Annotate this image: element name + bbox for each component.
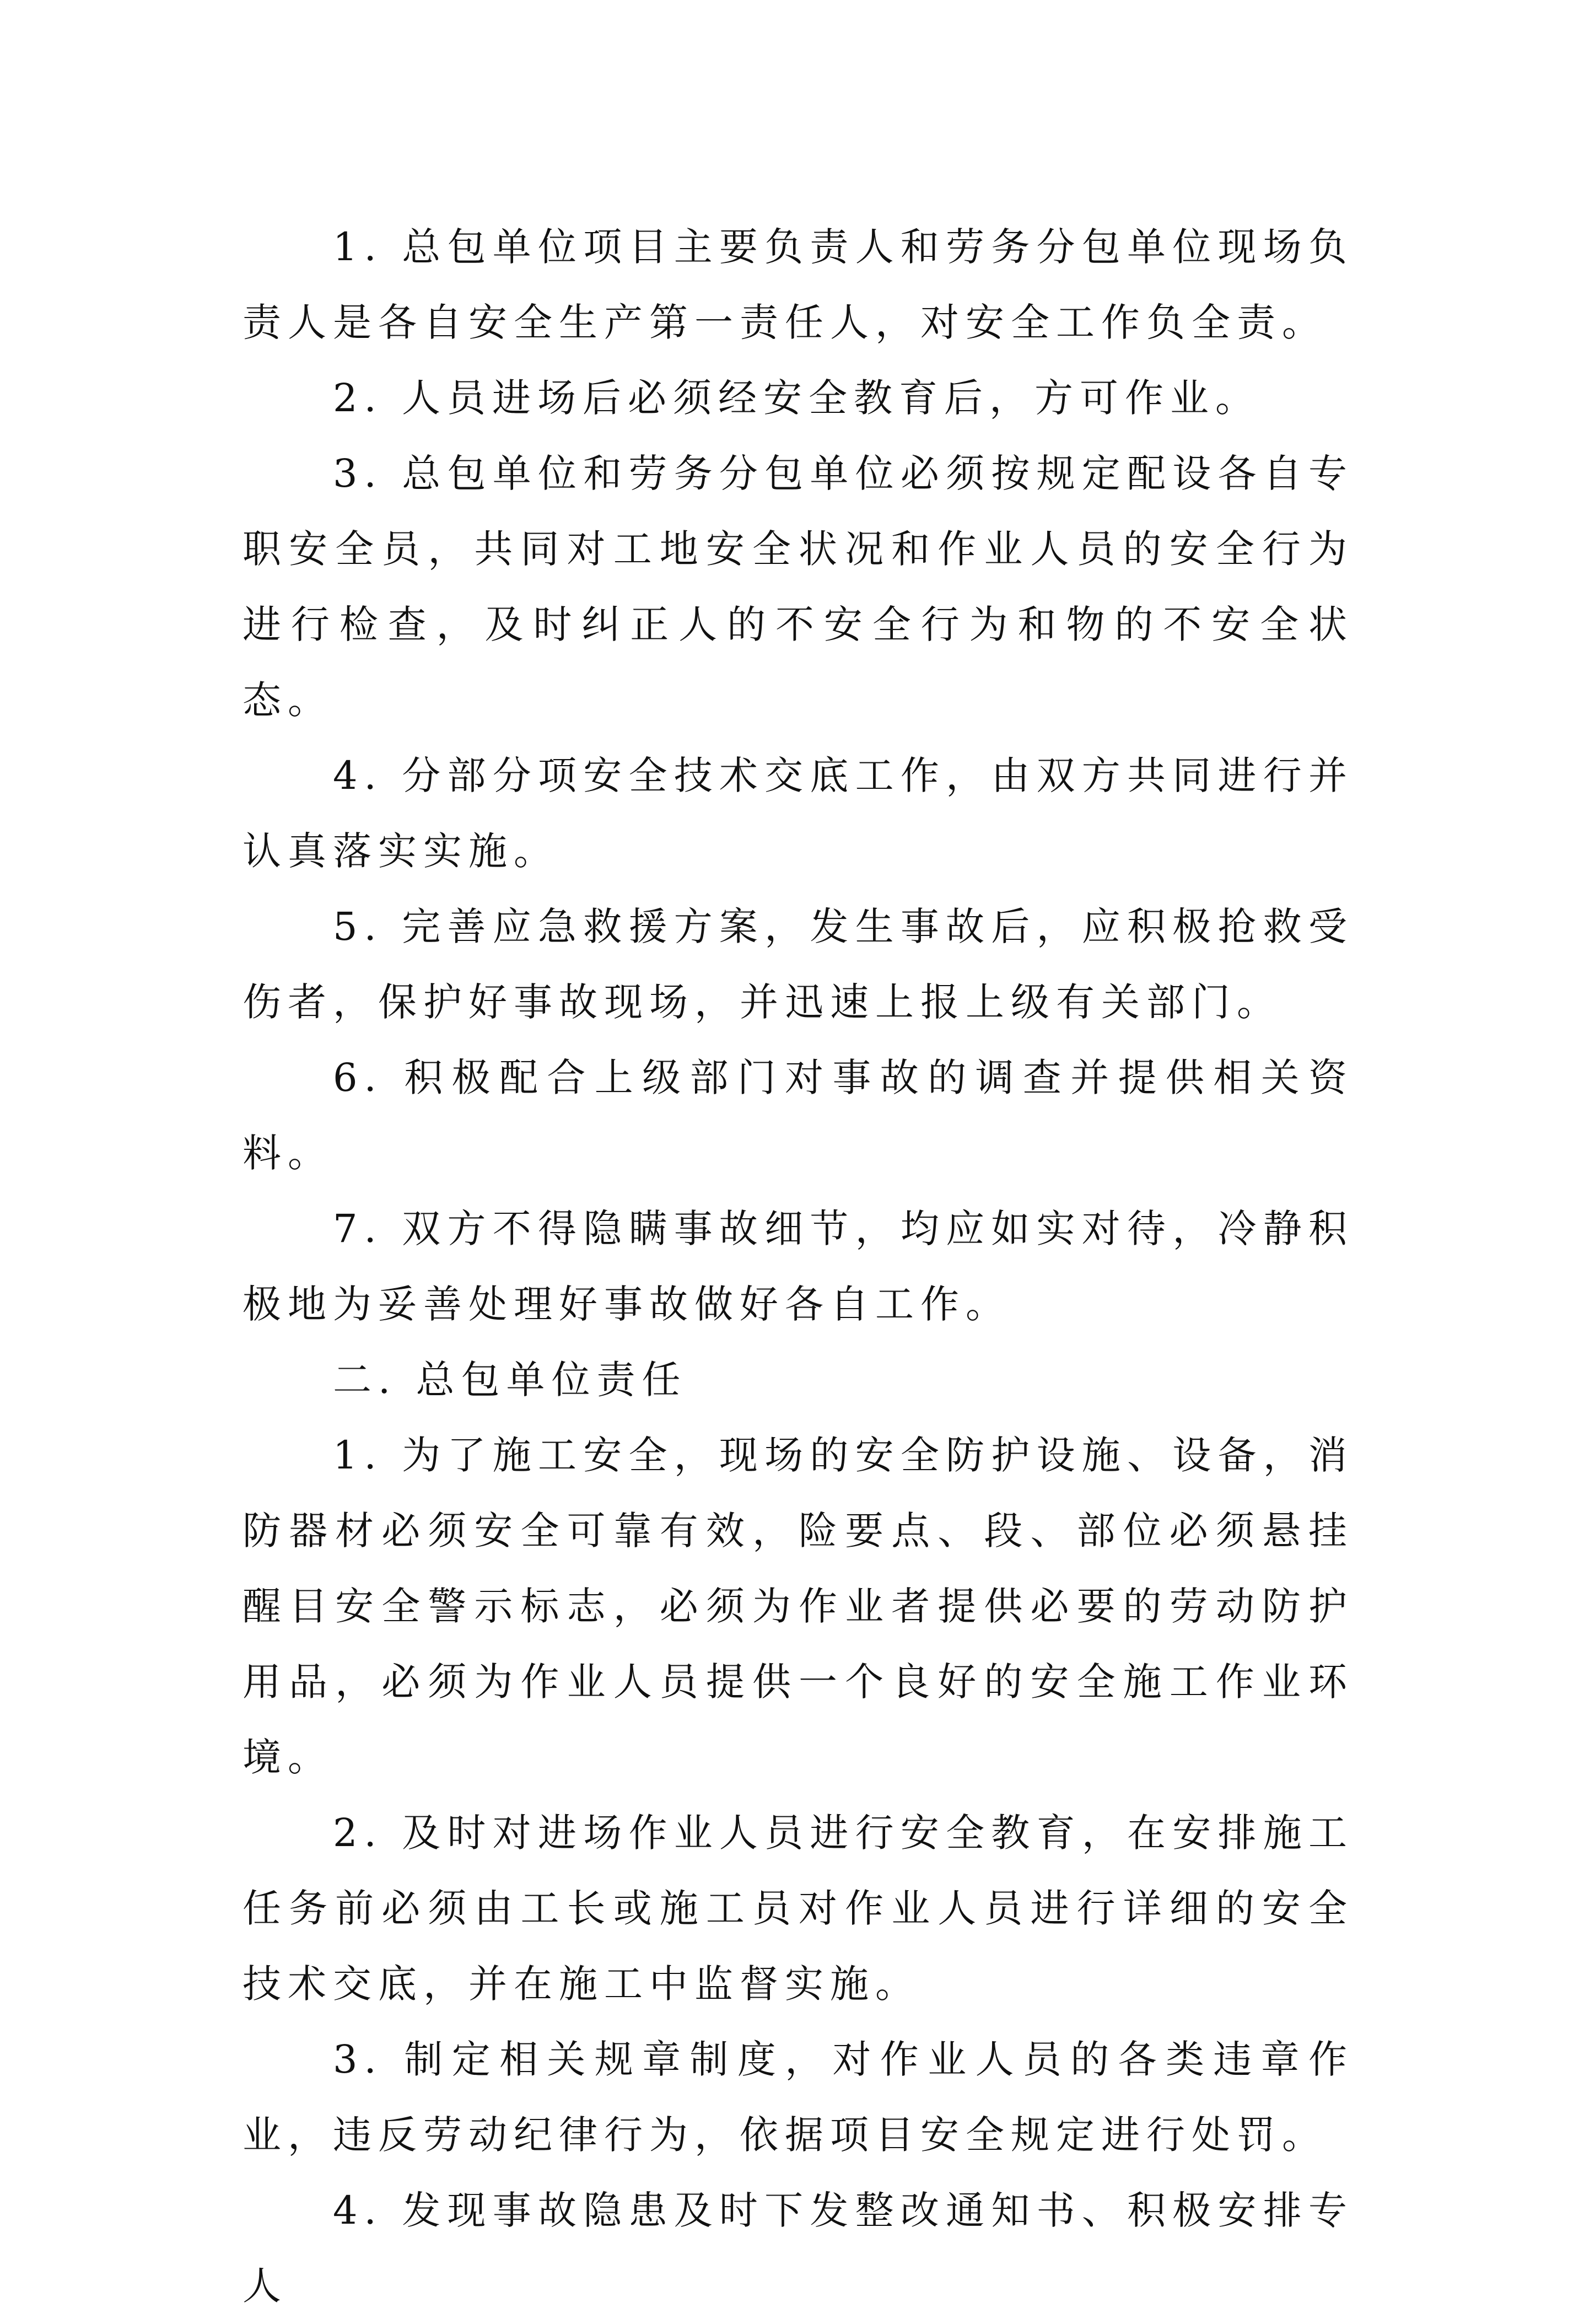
paragraph-2: 2. 人员进场后必须经安全教育后，方可作业。 (333, 375, 1261, 421)
paragraph-11: 4. 发现事故隐患及时下发整改通知书、积极安排专人 (243, 2188, 1354, 2309)
paragraph-1: 1. 总包单位项目主要负责人和劳务分包单位现场负责人是各自安全生产第一责任人，对安全工作负全责。 (243, 224, 1354, 345)
paragraph-8: 1. 为了施工安全，现场的安全防护设施、设备，消防器材必须安全可靠有效，险要点、段、部位必须悬挂醒目安全警示标志，必须为作业者提供必要的劳动防护用品，必须为作业人员提供一个良好的安全施工作业环境。 (243, 1433, 1354, 1780)
document-body (243, 209, 1354, 2324)
section-heading: 二. 总包单位责任 (333, 1357, 687, 1402)
paragraph-3: 3. 总包单位和劳务分包单位必须按规定配设各自专职安全员，共同对工地安全状况和作业人员的安全行为进行检查，及时纠正人的不安全行为和物的不安全状态。 (243, 451, 1354, 723)
paragraph-7: 7. 双方不得隐瞒事故细节，均应如实对待，冷静积极地为妥善处理好事故做好各自工作。 (243, 1206, 1354, 1327)
paragraph-9: 2. 及时对进场作业人员进行安全教育，在安排施工任务前必须由工长或施工员对作业人员进行详细的安全技术交底，并在施工中监督实施。 (243, 1810, 1354, 2006)
paragraph-5: 5. 完善应急救援方案，发生事故后，应积极抢救受伤者，保护好事故现场，并迅速上报上级有关部门。 (243, 904, 1354, 1025)
paragraph-6: 6. 积极配合上级部门对事故的调查并提供相关资料。 (243, 1055, 1354, 1176)
paragraph-10: 3. 制定相关规章制度，对作业人员的各类违章作业，违反劳动纪律行为，依据项目安全规定进行处罚。 (243, 2037, 1354, 2158)
paragraph-4: 4. 分部分项安全技术交底工作，由双方共同进行并认真落实实施。 (243, 753, 1354, 874)
